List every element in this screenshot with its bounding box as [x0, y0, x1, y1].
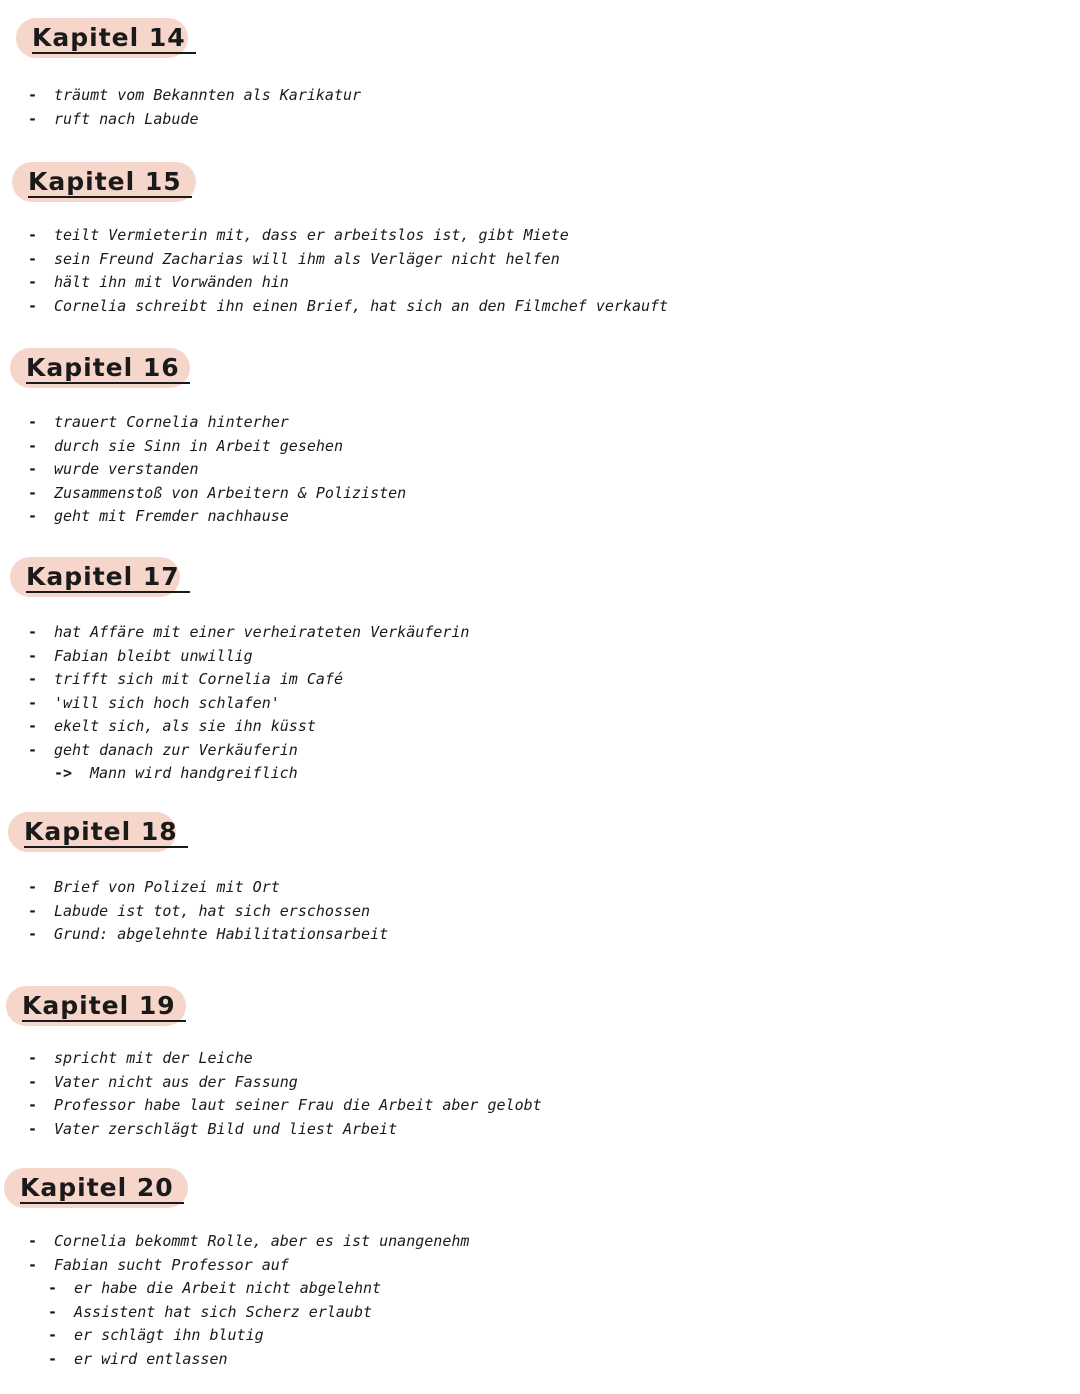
chapter-title: Kapitel 17	[26, 563, 190, 593]
list-item: - Cornelia bekommt Rolle, aber es ist unangenehm	[28, 1230, 469, 1254]
bullet-list	[28, 224, 668, 318]
list-item: - wurde verstanden	[28, 458, 406, 482]
list-item: - teilt Vermieterin mit, dass er arbeitslos ist, gibt Miete	[28, 224, 668, 248]
list-item: - Cornelia schreibt ihn einen Brief, hat sich an den Filmchef verkauft	[28, 295, 668, 319]
chapter-title: Kapitel 18	[24, 818, 188, 848]
list-item: - geht danach zur Verkäuferin	[28, 739, 469, 763]
bullet-list	[28, 876, 388, 947]
list-item: - Assistent hat sich Scherz erlaubt	[28, 1301, 469, 1325]
chapter-title: Kapitel 15	[28, 168, 192, 198]
list-item: - spricht mit der Leiche	[28, 1047, 542, 1071]
chapter-heading	[4, 1168, 188, 1208]
list-item: - Fabian sucht Professor auf	[28, 1254, 469, 1278]
list-item: - er schlägt ihn blutig	[28, 1324, 469, 1348]
list-item: - hat Affäre mit einer verheirateten Verkäuferin	[28, 621, 469, 645]
list-item: - ruft nach Labude	[28, 108, 361, 132]
list-item: - träumt vom Bekannten als Karikatur	[28, 84, 361, 108]
chapter-heading	[8, 812, 176, 852]
list-item: - Zusammenstoß von Arbeitern & Polizisten	[28, 482, 406, 506]
list-item: -> Mann wird handgreiflich	[28, 762, 469, 786]
chapter-heading	[16, 18, 188, 58]
list-item: - trauert Cornelia hinterher	[28, 411, 406, 435]
chapter-heading	[10, 557, 180, 597]
list-item: - durch sie Sinn in Arbeit gesehen	[28, 435, 406, 459]
bullet-list	[28, 411, 406, 529]
list-item: - trifft sich mit Cornelia im Café	[28, 668, 469, 692]
chapter-title: Kapitel 20	[20, 1174, 184, 1204]
chapter-title: Kapitel 16	[26, 354, 190, 384]
chapter-heading	[10, 348, 190, 388]
list-item: - hält ihn mit Vorwänden hin	[28, 271, 668, 295]
list-item: - Vater nicht aus der Fassung	[28, 1071, 542, 1095]
list-item: - Brief von Polizei mit Ort	[28, 876, 388, 900]
bullet-list	[28, 1047, 542, 1141]
list-item: - ekelt sich, als sie ihn küsst	[28, 715, 469, 739]
list-item: - Professor habe laut seiner Frau die Arbeit aber gelobt	[28, 1094, 542, 1118]
list-item: - Vater zerschlägt Bild und liest Arbeit	[28, 1118, 542, 1142]
bullet-list	[28, 84, 361, 131]
list-item: - Labude ist tot, hat sich erschossen	[28, 900, 388, 924]
chapter-heading	[6, 986, 186, 1026]
list-item: - er wird entlassen	[28, 1348, 469, 1372]
bullet-list	[28, 1230, 469, 1371]
bullet-list	[28, 621, 469, 786]
chapter-heading	[12, 162, 196, 202]
list-item: - Grund: abgelehnte Habilitationsarbeit	[28, 923, 388, 947]
chapter-title: Kapitel 19	[22, 992, 186, 1022]
list-item: - er habe die Arbeit nicht abgelehnt	[28, 1277, 469, 1301]
list-item: - sein Freund Zacharias will ihm als Verläger nicht helfen	[28, 248, 668, 272]
chapter-title: Kapitel 14	[32, 24, 196, 54]
list-item: - geht mit Fremder nachhause	[28, 505, 406, 529]
list-item: - 'will sich hoch schlafen'	[28, 692, 469, 716]
list-item: - Fabian bleibt unwillig	[28, 645, 469, 669]
